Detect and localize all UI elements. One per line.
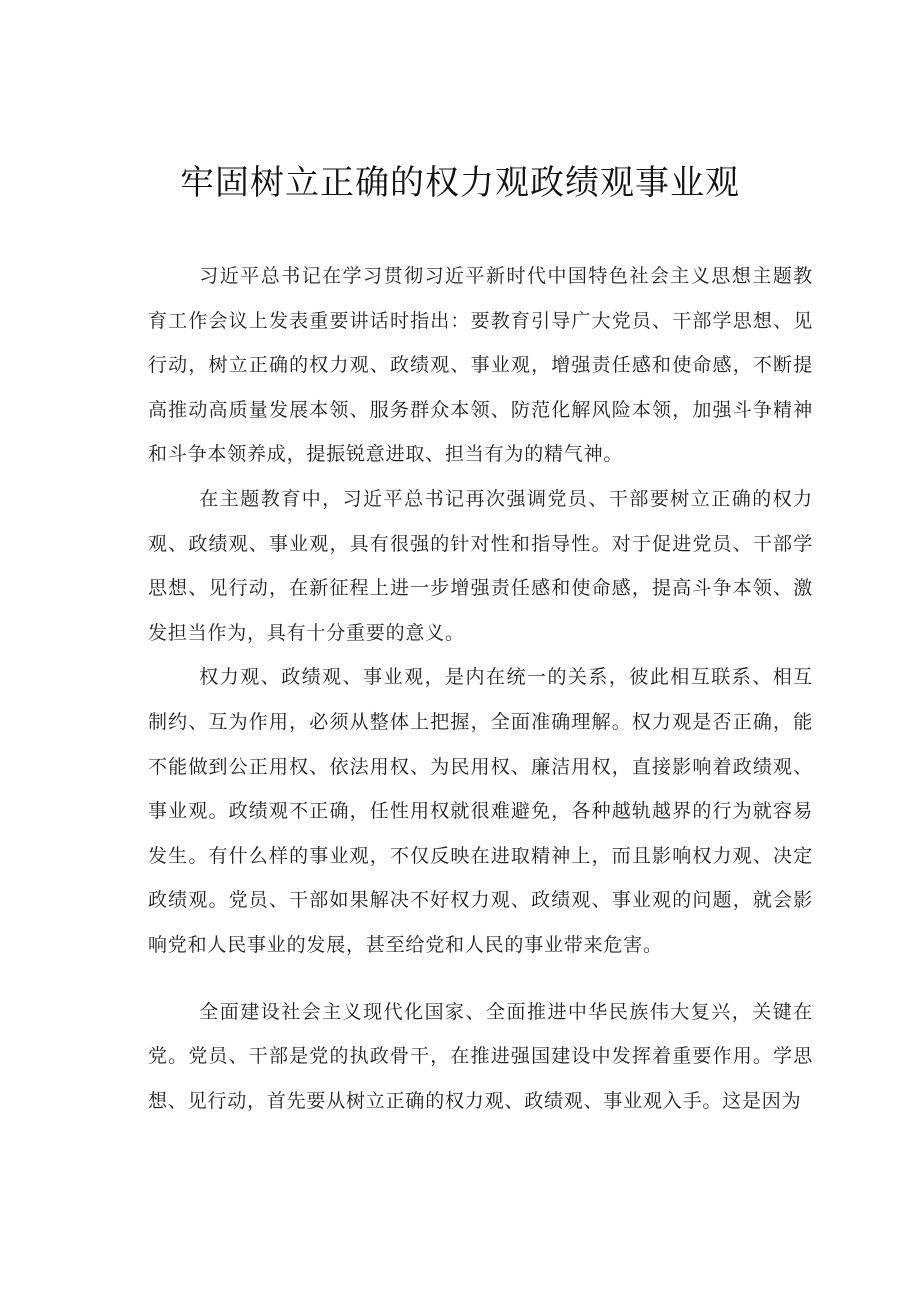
- paragraph-3: 权力观、政绩观、事业观，是内在统一的关系，彼此相互联系、相互制约、互为作用，必须从整体上把握，全面准确理解。权力观是否正确，能不能做到公正用权、依法用权、为民用权、廉洁用权，直接影响着政绩观、事业观。政绩观不正确，任性用权就很难避免，各种越轨越界的行为就容易发生。有什么样的事业观，不仅反映在进取精神上，而且影响权力观、决定政绩观。党员、干部如果解决不好权力观、政绩观、事业观的问题，就会影响党和人民事业的发展，甚至给党和人民的事业带来危害。: [148, 666, 813, 956]
- paragraph-1: 习近平总书记在学习贯彻习近平新时代中国特色社会主义思想主题教育工作会议上发表重要讲话时指出：要教育引导广大党员、干部学思想、见行动，树立正确的权力观、政绩观、事业观，增强责任感和使命感，不断提高推动高质量发展本领、服务群众本领、防范化解风险本领，加强斗争精神和斗争本领养成，提振锐意进取、担当有为的精气神。: [148, 265, 813, 466]
- paragraph-2: 在主题教育中，习近平总书记再次强调党员、干部要树立正确的权力观、政绩观、事业观，具有很强的针对性和指导性。对于促进党员、干部学思想、见行动，在新征程上进一步增强责任感和使命感，提高斗争本领、激发担当作为，具有十分重要的意义。: [148, 487, 813, 644]
- document-title: 牢固树立正确的权力观政绩观事业观: [180, 163, 740, 203]
- paragraph-4: 全面建设社会主义现代化国家、全面推进中华民族伟大复兴，关键在党。党员、干部是党的执政骨干，在推进强国建设中发挥着重要作用。学思想、见行动，首先要从树立正确的权力观、政绩观、事业观入手。这是因为: [148, 1000, 813, 1112]
- document-body: [148, 254, 813, 1123]
